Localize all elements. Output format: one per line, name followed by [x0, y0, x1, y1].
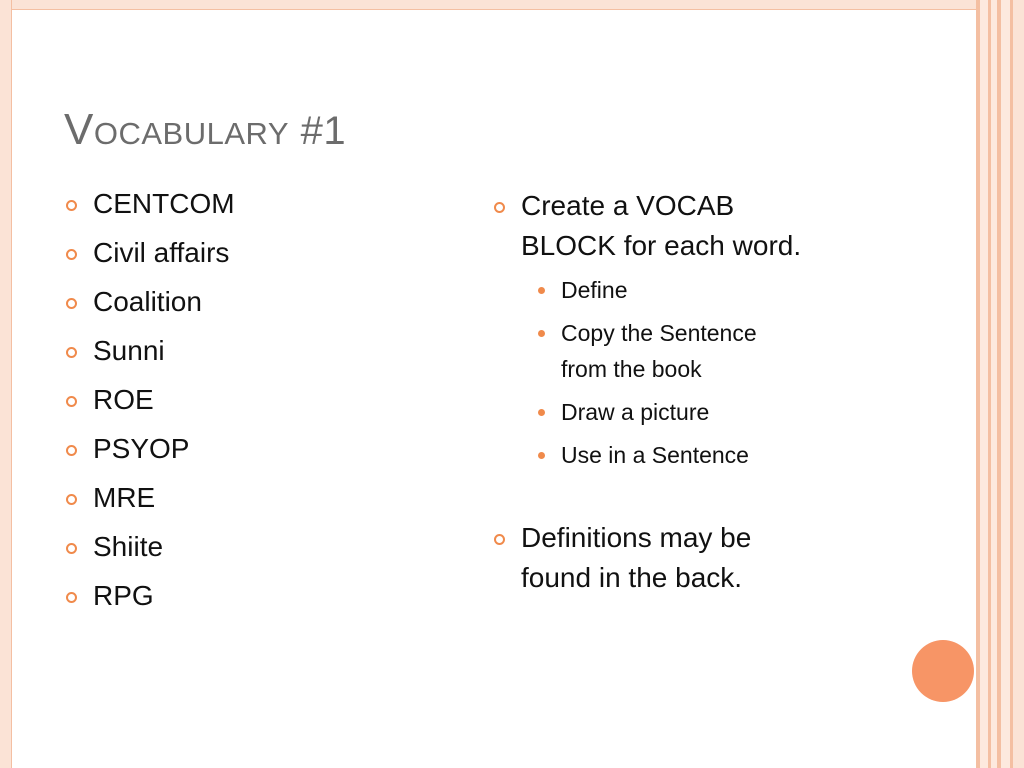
instruction-line: found in the back. — [521, 562, 743, 593]
vocab-word: MRE — [93, 482, 156, 513]
ring-bullet-icon — [66, 592, 77, 603]
right-border-stripes — [976, 0, 1024, 768]
sub-item-text: from the book — [561, 356, 702, 382]
title-initial: V — [64, 105, 94, 154]
vocab-word: Coalition — [93, 286, 202, 317]
dot-bullet-icon — [538, 287, 545, 294]
sub-list-item — [538, 315, 872, 387]
vocabulary-list — [64, 184, 444, 625]
sub-list — [492, 272, 872, 473]
list-item — [64, 429, 444, 469]
list-item — [64, 233, 444, 273]
sub-item-text: Draw a picture — [561, 399, 710, 425]
list-item — [64, 380, 444, 420]
ring-bullet-icon — [66, 396, 77, 407]
vocab-word: Civil affairs — [93, 237, 230, 268]
ring-bullet-icon — [66, 494, 77, 505]
ring-bullet-icon — [494, 534, 505, 545]
sub-list-item — [538, 437, 872, 473]
instruction-item — [492, 518, 872, 598]
instruction-line: Definitions may be — [521, 522, 752, 553]
ring-bullet-icon — [66, 249, 77, 260]
ring-bullet-icon — [66, 347, 77, 358]
ring-bullet-icon — [66, 445, 77, 456]
sub-item-text: Define — [561, 277, 628, 303]
dot-bullet-icon — [538, 452, 545, 459]
vocab-word: PSYOP — [93, 433, 190, 464]
slide-title — [64, 104, 346, 160]
ring-bullet-icon — [66, 200, 77, 211]
vocab-word: CENTCOM — [93, 188, 235, 219]
decorative-circle — [912, 640, 974, 702]
dot-bullet-icon — [538, 409, 545, 416]
list-item — [64, 282, 444, 322]
dot-bullet-icon — [538, 330, 545, 337]
instruction-item — [492, 186, 872, 266]
instruction-line: BLOCK for each word. — [521, 230, 802, 261]
list-item — [64, 576, 444, 616]
vocab-word: Sunni — [93, 335, 165, 366]
sub-list-item — [538, 272, 872, 308]
title-number: #1 — [289, 109, 347, 153]
instruction-line: Create a VOCAB — [521, 190, 735, 221]
ring-bullet-icon — [494, 202, 505, 213]
title-rest: OCABULARY — [93, 116, 290, 151]
vocab-word: Shiite — [93, 531, 164, 562]
list-item — [64, 478, 444, 518]
instructions-list — [492, 186, 872, 598]
vocab-word: RPG — [93, 580, 154, 611]
vocab-word: ROE — [93, 384, 154, 415]
sub-item-text: Use in a Sentence — [561, 442, 749, 468]
top-border — [0, 0, 1024, 10]
ring-bullet-icon — [66, 543, 77, 554]
sub-list-item — [538, 394, 872, 430]
list-item — [64, 184, 444, 224]
sub-item-text: Copy the Sentence — [561, 320, 757, 346]
left-border — [0, 0, 12, 768]
list-item — [64, 331, 444, 371]
list-item — [64, 527, 444, 567]
ring-bullet-icon — [66, 298, 77, 309]
